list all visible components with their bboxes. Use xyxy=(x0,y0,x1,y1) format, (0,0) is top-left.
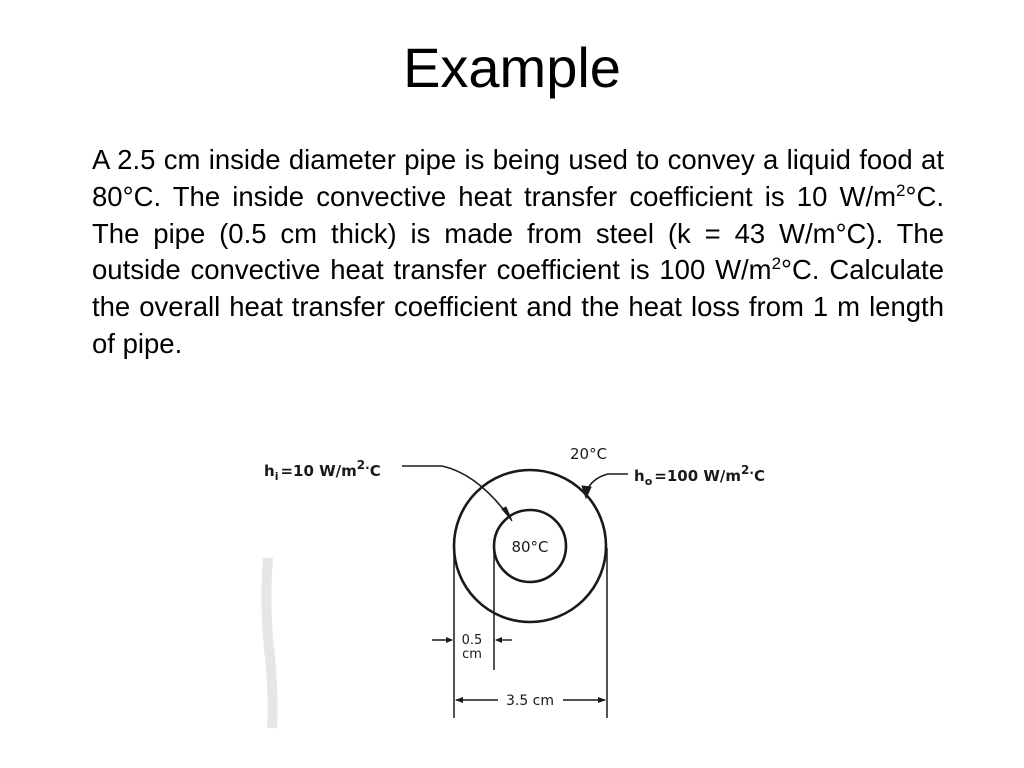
outside-temperature-label: 20°C xyxy=(570,445,608,463)
ho-label: $h_o =100$ $W/m^{2.}C$ xyxy=(634,463,765,488)
hi-label: $h_i =10$ $W/m^{2.}C$ xyxy=(264,458,381,483)
pipe-cross-section-figure xyxy=(230,408,820,738)
thickness-value-label: 0.5 xyxy=(461,633,483,648)
slide-title: Example xyxy=(403,36,621,99)
outer-diameter-label: 3.5 cm xyxy=(505,693,555,709)
superscript-1: 2 xyxy=(896,180,906,200)
superscript-2: 2 xyxy=(771,254,782,274)
problem-text-part-1: A 2.5 cm inside diameter pipe is being used to convey a liquid food at 80°C. The inside convective heat transfer coefficient is 10 W/m xyxy=(92,144,944,212)
inside-temperature-label: 80°C xyxy=(511,538,549,556)
problem-text-part-3: °C. Calculate the overall heat transfer coefficient and the heat loss from 1 m length of pipe. xyxy=(92,254,944,359)
figure-background xyxy=(230,408,820,738)
problem-statement xyxy=(92,142,944,363)
thickness-unit-label: cm xyxy=(462,647,482,662)
problem-text-part-2: °C. The pipe (0.5 cm thick) is made from steel (k = 43 W/m°C). The outside convective heat transfer coefficient is 100 W/m xyxy=(92,180,944,286)
pipe-diagram xyxy=(230,408,820,738)
